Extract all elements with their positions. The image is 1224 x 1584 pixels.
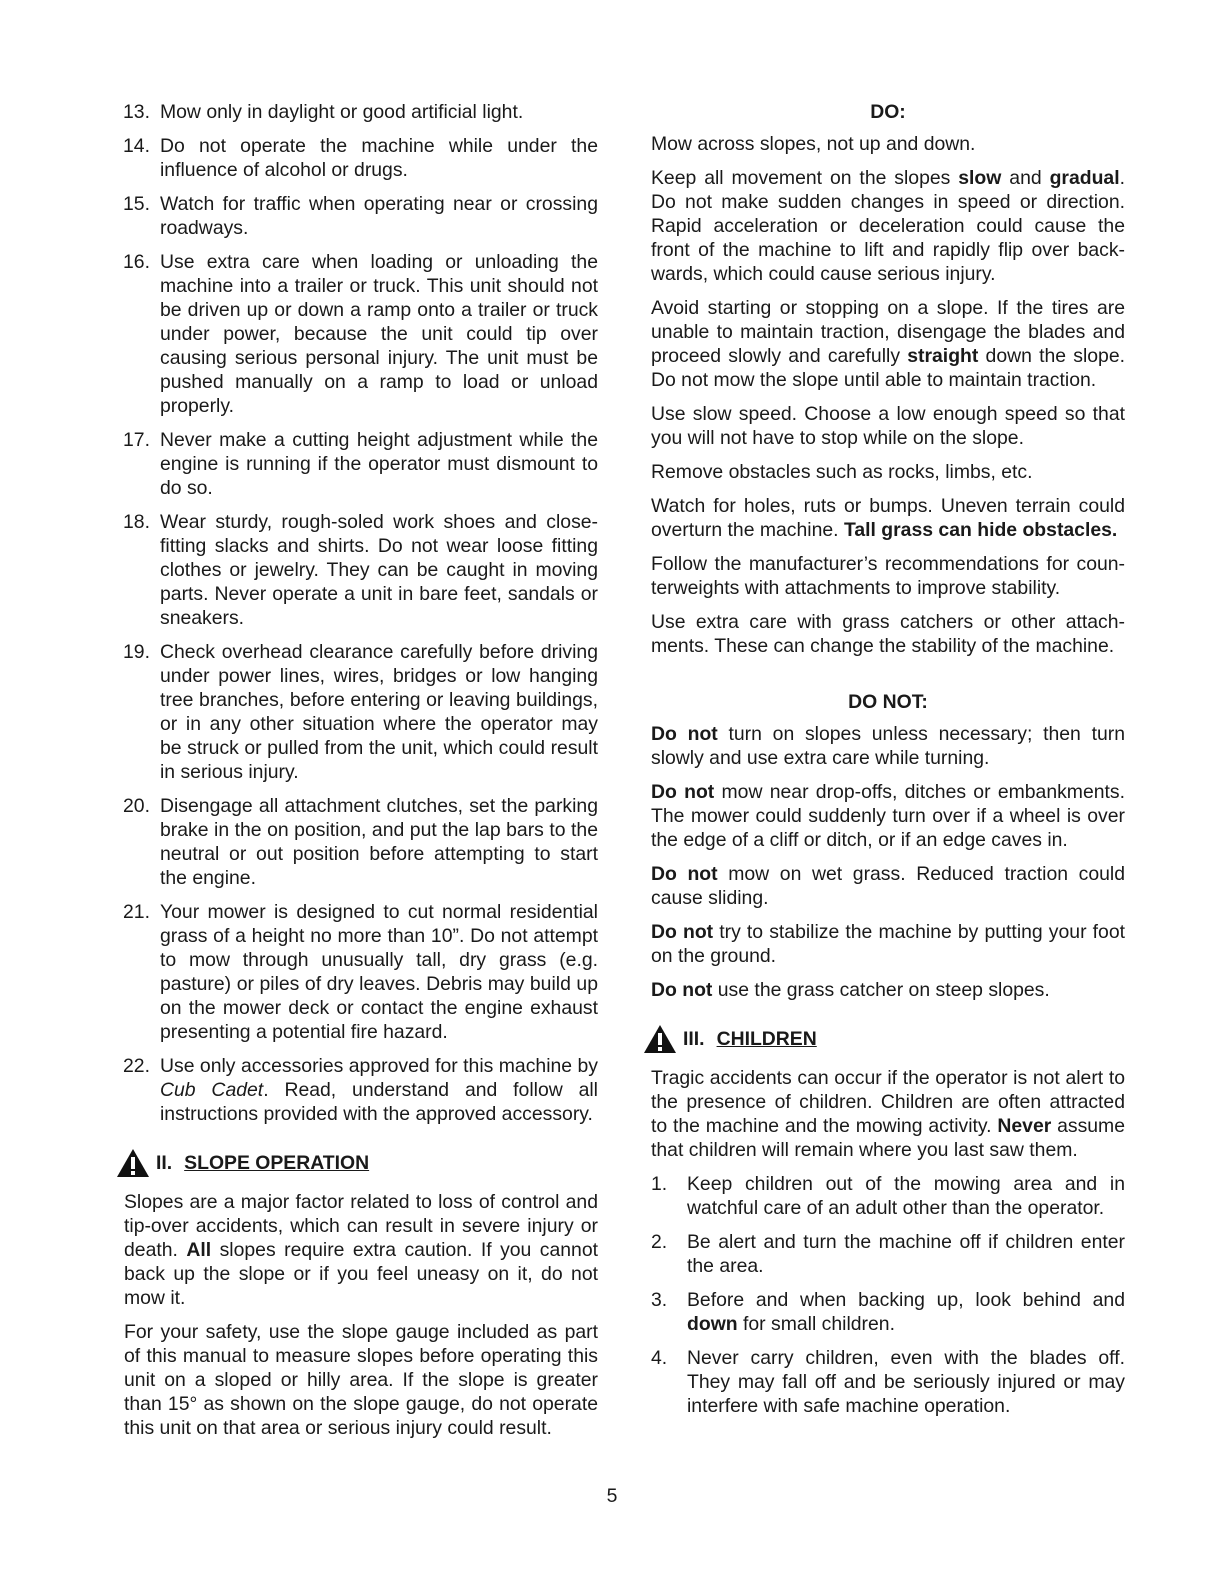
slope-paragraph: For your safety, use the slope gauge included as part of this manual to measure slopes before operating this unit on a sloped or hilly area. If the slope is greater than 15° as shown on the slope gauge, do not operate this unit on that area or serious injury could result. (124, 1321, 598, 1439)
section-number: II. (156, 1152, 173, 1174)
list-item: 2. Be alert and turn the machine off if children enter the area. (651, 1231, 1125, 1277)
section-heading-slope (116, 1148, 598, 1178)
do-not-paragraph: Do not mow near drop-offs, ditches or embankments. The mower could suddenly turn over if a wheel is over the edge of a cliff or ditch, or if an edge caves in. (651, 781, 1125, 851)
do-paragraph: Follow the manufacturer’s recommendations for coun-terweights with attachments to improve stability. (651, 553, 1125, 599)
do-paragraph: Use slow speed. Choose a low enough speed so that you will not have to stop while on the slope. (651, 403, 1125, 449)
left-column (124, 100, 598, 1450)
section-title: SLOPE OPERATION (184, 1152, 370, 1174)
slope-paragraph: Slopes are a major factor related to loss of control and tip-over accidents, which can result in severe injury or death. All slopes require extra caution. If you cannot back up the slope or if you feel uneasy on it, do not mow it. (124, 1191, 598, 1309)
list-item: 13. Mow only in daylight or good artificial light. (123, 101, 524, 123)
do-paragraph: Watch for holes, ruts or bumps. Uneven terrain could overturn the machine. Tall grass can hide obstacles. (651, 495, 1125, 541)
list-item: 18. Wear sturdy, rough-soled work shoes and close-fitting slacks and shirts. Do not wear loose fitting clothes or jewelry. They can be caught in moving parts. Never operate a unit in bare feet, sandals or sneakers. (123, 511, 598, 629)
page-number: 5 (606, 1485, 618, 1507)
list-item: 21. Your mower is designed to cut normal residential grass of a height no more than 10”. Do not attempt to mow through unusually tall, dry grass (e.g. pasture) or piles of dry leaves. Debris may build up on the mower deck or contact the engine exhaust presenting a potential fire hazard. (123, 901, 598, 1043)
do-paragraph: Use extra care with grass catchers or other attach-ments. These can change the stability of the machine. (651, 611, 1125, 657)
do-paragraph: Remove obstacles such as rocks, limbs, etc. (651, 461, 1033, 483)
list-item: 3. Before and when backing up, look behind and down for small children. (651, 1289, 1125, 1335)
do-not-paragraph: Do not use the grass catcher on steep slopes. (651, 979, 1050, 1001)
do-paragraph: Avoid starting or stopping on a slope. If the tires are unable to maintain traction, disengage the blades and proceed slowly and carefully straight down the slope. Do not mow the slope until able to maintain traction. (651, 297, 1125, 391)
do-not-paragraph: Do not try to stabilize the machine by putting your foot on the ground. (651, 921, 1125, 967)
brand-name: Cub Cadet (160, 1079, 264, 1101)
do-not-paragraph: Do not turn on slopes unless necessary; then turn slowly and use extra care while turning. (651, 723, 1125, 769)
do-not-heading: DO NOT: (848, 691, 928, 713)
list-item: 19. Check overhead clearance carefully before driving under power lines, wires, bridges or low hanging tree branches, before entering or leaving buildings, or in any other situation where the operator may be struck or pulled from the unit, which could result in serious injury. (123, 641, 598, 783)
list-item: 15. Watch for traffic when operating near or crossing roadways. (123, 193, 598, 239)
do-paragraph: Mow across slopes, not up and down. (651, 133, 976, 155)
list-item: 1. Keep children out of the mowing area and in watchful care of an adult other than the operator. (651, 1173, 1125, 1219)
do-paragraph: Keep all movement on the slopes slow and gradual. Do not make sudden changes in speed or direction. Rapid acceleration or deceleration could cause the front of the machine to lift and rapidly flip over back-wards, which could cause serious injury. (651, 167, 1125, 285)
do-heading: DO: (870, 101, 906, 123)
list-item: 22. Use only accessories approved for this machine by Cub Cadet. Read, understand and follow all instructions provided with the approved accessory. (123, 1055, 598, 1125)
list-item: 20. Disengage all attachment clutches, set the parking brake in the on position, and put the lap bars to the neutral or out position before attempting to start the engine. (123, 795, 598, 889)
right-column (651, 100, 1125, 1428)
warning-triangle-icon (643, 1024, 677, 1054)
list-item: 17. Never make a cutting height adjustment while the engine is running if the operator must dismount to do so. (123, 429, 598, 499)
safety-list-continued (123, 100, 598, 1126)
list-item: 16. Use extra care when loading or unloading the machine into a trailer or truck. This unit should not be driven up or down a ramp onto a trailer or truck under power, because the unit could tip over causing serious personal injury. The unit must be pushed manually on a ramp to load or unload properly. (123, 251, 598, 417)
warning-triangle-icon (116, 1148, 150, 1178)
list-item: 14. Do not operate the machine while under the influence of alcohol or drugs. (123, 135, 598, 181)
children-intro: Tragic accidents can occur if the operator is not alert to the presence of children. Children are often attracted to the machine and the mowing activity. Never assume that children will remain where you last saw them. (651, 1067, 1125, 1161)
list-item: 4. Never carry children, even with the blades off. They may fall off and be seriously injured or may interfere with safe machine operation. (651, 1347, 1125, 1417)
section-title: CHILDREN (716, 1028, 817, 1050)
children-list (651, 1172, 1125, 1418)
section-number: III. (683, 1028, 705, 1050)
do-not-paragraph: Do not mow on wet grass. Reduced traction could cause sliding. (651, 863, 1125, 909)
section-heading-children (643, 1024, 1125, 1054)
